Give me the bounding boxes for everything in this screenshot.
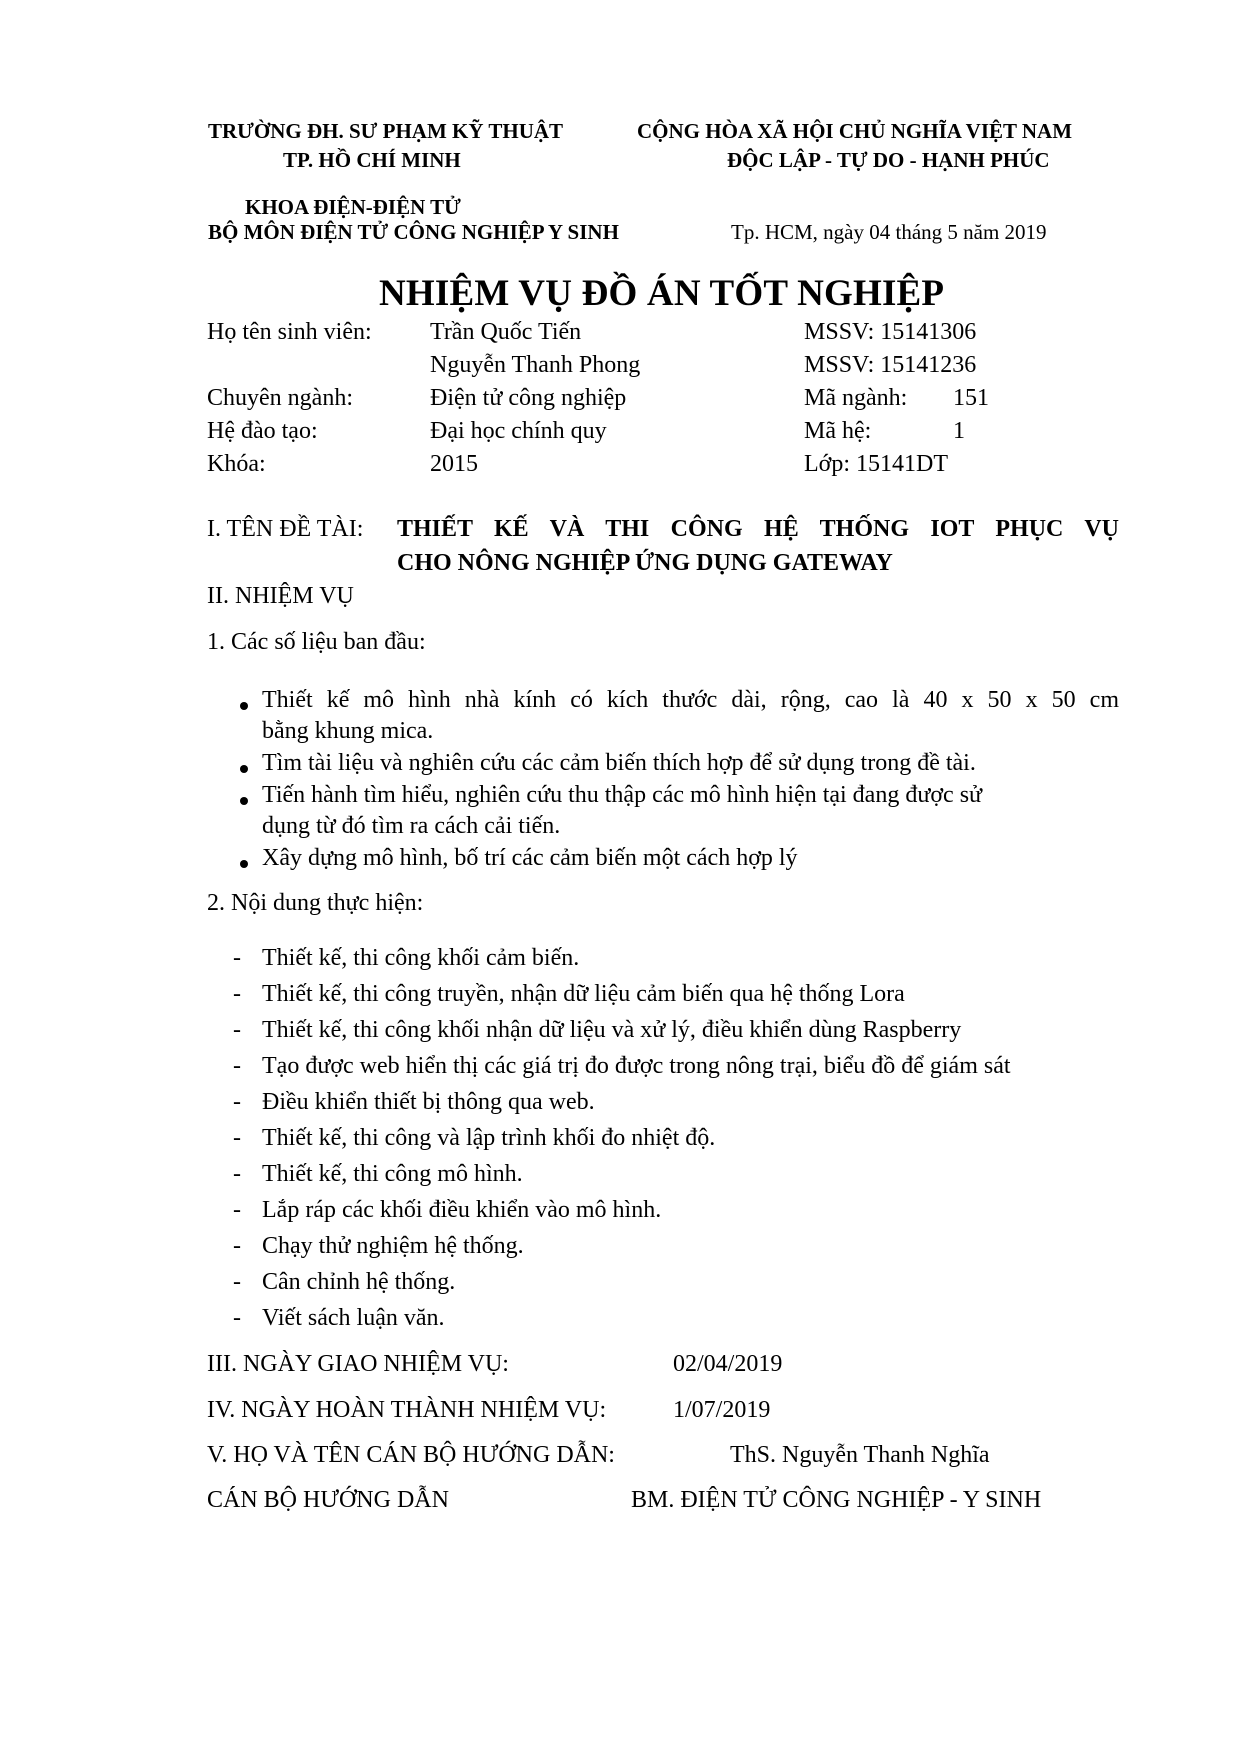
dash-marker: -	[233, 1125, 241, 1151]
department-name: BỘ MÔN ĐIỆN TỬ CÔNG NGHIỆP Y SINH	[208, 220, 619, 244]
initial-item-1: Thiết kế mô hình nhà kính có kích thước dài, rộng, cao là 40 x 50 x 50 cm	[262, 687, 1119, 713]
assign-date-value: 02/04/2019	[673, 1351, 783, 1377]
initial-item-2: Tìm tài liệu và nghiên cứu các cảm biến thích hợp để sử dụng trong đề tài.	[262, 750, 976, 776]
student-2-name: Nguyễn Thanh Phong	[430, 352, 641, 378]
bullet-icon	[240, 765, 248, 773]
major-label: Chuyên ngành:	[207, 385, 353, 411]
advisor-name: ThS. Nguyễn Thanh Nghĩa	[730, 1442, 990, 1468]
complete-date-value: 1/07/2019	[673, 1397, 771, 1423]
complete-date-label: IV. NGÀY HOÀN THÀNH NHIỆM VỤ:	[207, 1397, 607, 1423]
topic-line-2: CHO NÔNG NGHIỆP ỨNG DỤNG GATEWAY	[397, 550, 893, 576]
content-item-9: Chạy thử nghiệm hệ thống.	[262, 1233, 524, 1259]
dash-marker: -	[233, 1305, 241, 1331]
page-title: NHIỆM VỤ ĐỒ ÁN TỐT NGHIỆP	[379, 273, 945, 314]
dash-marker: -	[233, 1089, 241, 1115]
initial-item-1-cont: bằng khung mica.	[262, 718, 434, 744]
school-city: TP. HỒ CHÍ MINH	[283, 148, 461, 172]
program-label: Hệ đào tạo:	[207, 418, 318, 444]
class-value: Lớp: 15141DT	[804, 451, 949, 477]
assign-date-label: III. NGÀY GIAO NHIỆM VỤ:	[207, 1351, 509, 1377]
topic-line-1: THIẾT KẾ VÀ THI CÔNG HỆ THỐNG IOT PHỤC VỤ	[397, 516, 1119, 542]
dash-marker: -	[233, 981, 241, 1007]
major-code-value: 151	[953, 385, 989, 411]
content-item-8: Lắp ráp các khối điều khiển vào mô hình.	[262, 1197, 662, 1223]
signature-advisor: CÁN BỘ HƯỚNG DẪN	[207, 1487, 449, 1513]
dash-marker: -	[233, 1269, 241, 1295]
bullet-icon	[240, 702, 248, 710]
content-item-2: Thiết kế, thi công truyền, nhận dữ liệu cảm biến qua hệ thống Lora	[262, 981, 905, 1007]
school-name: TRƯỜNG ĐH. SƯ PHẠM KỸ THUẬT	[208, 119, 564, 143]
student-2-id: MSSV: 15141236	[804, 352, 977, 378]
content-item-4: Tạo được web hiển thị các giá trị đo được trong nông trại, biểu đồ để giám sát	[262, 1053, 1011, 1079]
advisor-label: V. HỌ VÀ TÊN CÁN BỘ HƯỚNG DẪN:	[207, 1442, 615, 1468]
initial-item-3-cont: dụng từ đó tìm ra cách cải tiến.	[262, 813, 561, 839]
content-item-7: Thiết kế, thi công mô hình.	[262, 1161, 523, 1187]
topic-label: I. TÊN ĐỀ TÀI:	[207, 516, 364, 542]
program-code-label: Mã hệ:	[804, 418, 872, 444]
dash-marker: -	[233, 1017, 241, 1043]
dash-marker: -	[233, 1233, 241, 1259]
dash-marker: -	[233, 1053, 241, 1079]
content-item-6: Thiết kế, thi công và lập trình khối đo nhiệt độ.	[262, 1125, 716, 1151]
dash-marker: -	[233, 1197, 241, 1223]
student-1-id: MSSV: 15141306	[804, 319, 977, 345]
course-label: Khóa:	[207, 451, 266, 477]
national-title: CỘNG HÒA XÃ HỘI CHỦ NGHĨA VIỆT NAM	[637, 119, 1073, 143]
major-code-label: Mã ngành:	[804, 385, 908, 411]
course-value: 2015	[430, 451, 478, 477]
student-label: Họ tên sinh viên:	[207, 319, 372, 345]
initial-item-3: Tiến hành tìm hiểu, nghiên cứu thu thập các mô hình hiện tại đang được sử	[262, 782, 983, 808]
content-item-3: Thiết kế, thi công khối nhận dữ liệu và xử lý, điều khiển dùng Raspberry	[262, 1017, 962, 1043]
program-value: Đại học chính quy	[430, 418, 607, 444]
initial-item-4: Xây dựng mô hình, bố trí các cảm biến một cách hợp lý	[262, 845, 798, 871]
initial-data-heading: 1. Các số liệu ban đầu:	[207, 629, 426, 655]
content-item-5: Điều khiển thiết bị thông qua web.	[262, 1089, 595, 1115]
issue-date: Tp. HCM, ngày 04 tháng 5 năm 2019	[731, 220, 1047, 244]
faculty-name: KHOA ĐIỆN-ĐIỆN TỬ	[245, 195, 461, 219]
national-motto: ĐỘC LẬP - TỰ DO - HẠNH PHÚC	[727, 148, 1050, 172]
student-1-name: Trần Quốc Tiến	[430, 319, 582, 345]
major-value: Điện tử công nghiệp	[430, 385, 627, 411]
content-item-11: Viết sách luận văn.	[262, 1305, 445, 1331]
bullet-icon	[240, 797, 248, 805]
content-item-1: Thiết kế, thi công khối cảm biến.	[262, 945, 580, 971]
content-heading: 2. Nội dung thực hiện:	[207, 890, 424, 916]
program-code-value: 1	[953, 418, 965, 444]
tasks-heading: II. NHIỆM VỤ	[207, 583, 354, 609]
signature-department: BM. ĐIỆN TỬ CÔNG NGHIỆP - Y SINH	[631, 1487, 1042, 1513]
bullet-icon	[240, 860, 248, 868]
content-item-10: Cân chỉnh hệ thống.	[262, 1269, 456, 1295]
dash-marker: -	[233, 1161, 241, 1187]
dash-marker: -	[233, 945, 241, 971]
